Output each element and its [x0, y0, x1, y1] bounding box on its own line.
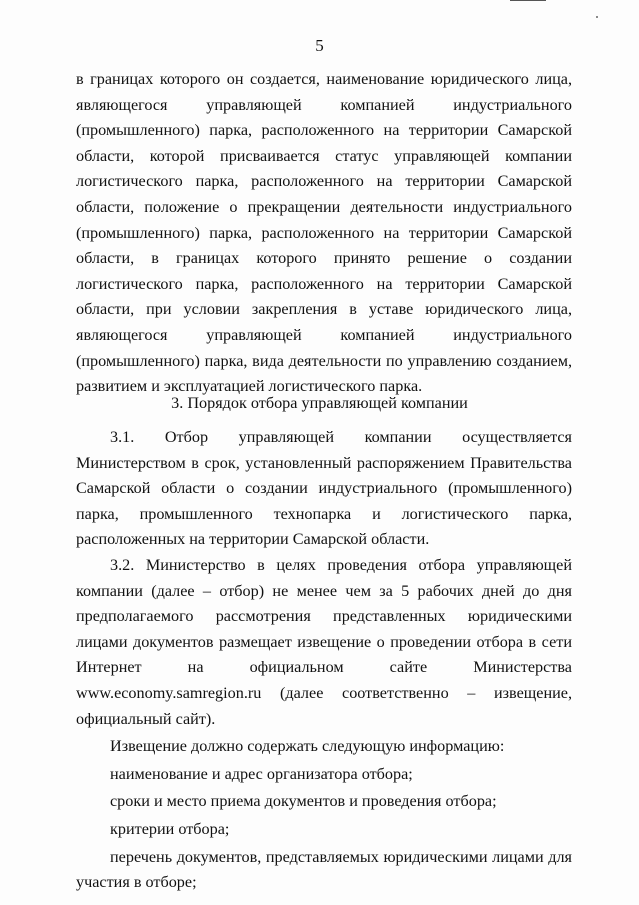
scan-dot — [596, 16, 598, 18]
list-item: наименование и адрес организатора отбора; — [110, 764, 413, 783]
paragraph-3-1: 3.1. Отбор управляющей компании осуществляется Министерством в срок, установленный распоряжением Правительства Самарской области о создании индустриального (промышленного) парка, промышленного технопарка и логистического парка, расположенных на территории Самарской области. — [76, 428, 572, 549]
intro-paragraph: в границах которого он создается, наименование юридического лица, являющегося управляющей компанией индустриального (промышленного) парка, расположенного на территории Самарской области, которой присваивается статус управляющей компании логистического парка, расположенного на территории Самарской области, положение о прекращении деятельности индустриального (промышленного) парка, расположенного на территории Самарской области, в границах которого принято решение о создании логистического парка, расположенного на территории Самарской области, при условии закрепления в уставе юридического лица, являющегося управляющей компанией индустриального (промышленного) парка, вида деятельности по управлению созданием, развитием и эксплуатацией логистического парка. — [76, 70, 572, 396]
list-item: перечень документов, представляемых юридическими лицами для участия в отборе; — [76, 847, 572, 892]
list-item: критерии отбора; — [110, 819, 230, 838]
notice-intro: Извещение должно содержать следующую информацию: — [110, 737, 505, 756]
intro-text-block — [76, 67, 572, 400]
list-item: сроки и место приема документов и проведения отбора; — [110, 792, 497, 811]
section-heading: 3. Порядок отбора управляющей компании — [171, 394, 468, 412]
page-number: 5 — [315, 36, 324, 55]
paragraph-3-2: 3.2. Министерство в целях проведения отбора управляющей компании (далее – отбор) не менее чем за 5 рабочих дней до дня предполагаемого рассмотрения представленных юридическими лицами документов размещает извещение о проведении отбора в сети Интернет на официальном сайте Министерства www.economy.samregion.ru (далее соответственно – извещение, официальный сайт). — [76, 555, 572, 728]
scan-mark — [510, 0, 546, 1]
section-text-block — [76, 425, 572, 896]
